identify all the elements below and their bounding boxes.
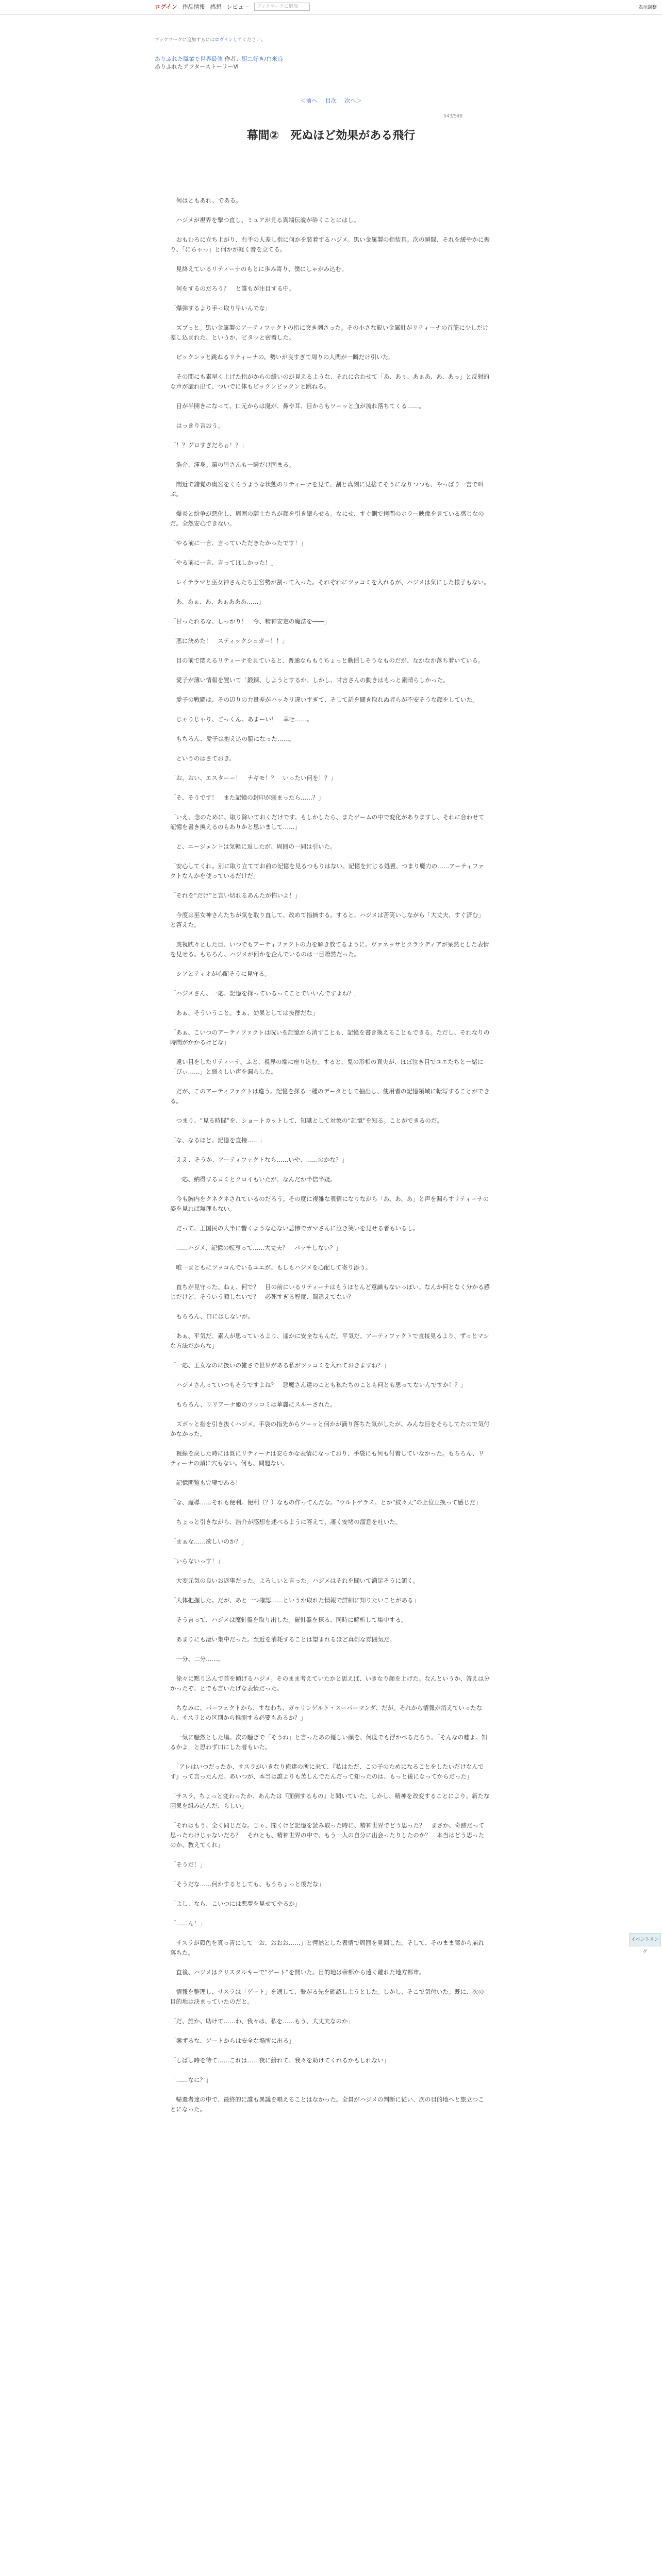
body-paragraph: 「一応、王女なのに扱いの雑さで世界がある私がツッコミを入れておきますね？」 bbox=[170, 1362, 390, 1369]
body-paragraph: 徐々に黙り込んで首を傾げるハジメ。そのまま考えていたかと思えば、いきなり顔を上げた。なんというか、答えは分かったぞ、とでも言いたげな表情だった。 bbox=[170, 1675, 490, 1692]
body-paragraph: 「よし、なら、こいつには悪夢を見せてやるか」 bbox=[170, 1900, 301, 1907]
next-link[interactable]: 次へ＞ bbox=[344, 97, 362, 104]
chapter-label: ありふれたアフターストーリーⅥ bbox=[155, 63, 239, 70]
breadcrumb bbox=[155, 55, 283, 71]
body-paragraph: 「爆弾するより手っ取り早いんでな」 bbox=[170, 304, 271, 312]
body-paragraph: もちろん、口にはしないが。 bbox=[170, 1313, 254, 1320]
body-paragraph: 「ハジメさん、一応、記憶を探っているってことでいいんですよね？」 bbox=[170, 990, 360, 997]
body-paragraph: 「大体把握した。だが、あと一つ確認……というか取れた情報で詳細に知りたいことがある」 bbox=[170, 1597, 419, 1604]
index-link[interactable]: 目次 bbox=[325, 97, 337, 104]
top-header bbox=[0, 0, 662, 15]
body-paragraph: 大変元気の良いお返事だった。よろしいと言った。ハジメはそれを聞いて満足そうに頷く。 bbox=[170, 1577, 419, 1584]
body-paragraph: 一応、納得するヨミとクロイもいたが、なんだか半信半疑。 bbox=[170, 1176, 336, 1183]
body-paragraph: 視線を戻した時には既にリティーナは安らかな表情になっており、手袋にも何も付着していなかった。もちろん、リティーナの頭に穴もない。何も、問題ない。 bbox=[170, 1450, 485, 1467]
body-paragraph: というのはさておき。 bbox=[170, 755, 236, 762]
body-paragraph: つまり、“見る時間”を、ショートカットして、知識として対象の“記憶”を知る。ことができるのだ。 bbox=[170, 1117, 443, 1124]
body-paragraph: 遠い目をしたリティーナ。ふと、視界の端に座り込む。すると、鬼の形相の真央が、ほぼ泣き目でユエたちと一緒に「ぴぃ……」と弱々しい声を漏らした。 bbox=[170, 1058, 484, 1075]
body-paragraph: あまりにも凄い集中だった。至近を消耗することは望まれるほど真剣な雰囲気だ。 bbox=[170, 1636, 395, 1643]
body-paragraph: 「だ、誰か、助けて……わ、我々は、私を……もう、大丈夫なのか」 bbox=[170, 2018, 354, 2025]
body-paragraph: ハジメが視界を撃つ直し、ミュアが見る異端伝説が砕くことにはし。 bbox=[170, 216, 360, 224]
body-paragraph: 間近で錯覚の奥宮をくらうような状態のリティーナを見て、割と真剣に見捨てそうになりつつも、やっぱり一言で叫ぶ。 bbox=[170, 481, 484, 498]
author-link[interactable]: 厨二好き/白米良 bbox=[241, 56, 284, 62]
body-paragraph: 何をするのだろう？ と誰もが注目する中。 bbox=[170, 285, 295, 292]
body-paragraph: 「サスラ、ちょっと変わったか、あんたは『面倒するもの』と聞いていた。しかし、精神を改変することにより、新たな因果を組み込んだ、らしい」 bbox=[170, 1792, 490, 1809]
body-paragraph: 「まぁな……欲しいのか？」 bbox=[170, 1538, 247, 1545]
top-pager bbox=[0, 96, 662, 105]
body-paragraph: 「案ずるな、ゲートからは安全な場所に出る」 bbox=[170, 2037, 295, 2044]
body-paragraph: 記憶閲覧も完璧である！ bbox=[170, 1479, 241, 1486]
body-paragraph: 愛子の戦闘は、その辺りの力量差がハッキリ違いすぎて、そして話を聞き取れぬ者らが不安そうな顔をしていた。 bbox=[170, 696, 478, 703]
body-paragraph: 「あぁ、平気だ。素人が思っているより、遥かに安全なもんだ。平気だ。アーティファクトで直接見るより、ずっとマシな方法だからな」 bbox=[170, 1332, 489, 1349]
body-paragraph: 「悪に決めた！ スティックシュガー！！」 bbox=[170, 637, 288, 645]
body-paragraph: 目が半開きになって、口元からは涎が、鼻や耳、目からもツーッと血が流れ落ちてくる……。 bbox=[170, 402, 425, 410]
body-paragraph: 「あぁ、そういうこと。まぁ、効果としては抜群だな」 bbox=[170, 1009, 319, 1016]
body-paragraph: はっきり言おう。 bbox=[170, 422, 224, 429]
body-paragraph: 「やる前に一言、言ってほしかった！」 bbox=[170, 559, 277, 566]
side-button[interactable]: イベントリング bbox=[629, 1933, 661, 1946]
body-paragraph: 今度は巫女神さんたちが気を取り直して、改めて指摘する。すると、ハジメは苦笑いしながら「大丈夫、すぐ済む」と答えた。 bbox=[170, 911, 484, 928]
episode-title: 幕間② 死ぬほど効果がある飛行 bbox=[246, 129, 416, 142]
body-paragraph: 「それを“だけ”と言い切れるあんたが怖いよ！」 bbox=[170, 892, 301, 899]
body-paragraph: 直後、ハジメはクリスタルキーで“ゲート”を開いた。目的地は帝都から遠く離れた地方都市。 bbox=[170, 1969, 425, 1976]
body-paragraph: 「やる前に一言、言っていただきたかったです！」 bbox=[170, 539, 307, 547]
episode-counter: 543/548 bbox=[443, 114, 463, 119]
body-paragraph: 「あ、あぁ、あ、あぁあああ……」 bbox=[170, 598, 264, 605]
notice-suffix: してください。 bbox=[233, 38, 266, 43]
body-paragraph: 「甘ったれるな、しっかり！ 今、精神安定の魔法を――」 bbox=[170, 618, 330, 625]
body-paragraph: 直ちが見守った。ねぇ、何で？ 目の前にいるリティーナはもうほとんど意識もないっぽい。なんか何となく分かる感じだけど、そういう顔しないで？ 必死すぎる程度、間違えてない？ bbox=[170, 1283, 490, 1300]
body-paragraph: 「な、なるほど。記憶を直接……」 bbox=[170, 1137, 265, 1144]
body-paragraph: おもむろに立ち上がり、右手の人差し指に何かを装着するハジメ。黒い金属製の指装具。次の瞬間、それを緩やかに振り、「にちゃっ」と何かが軽く音を立てる。 bbox=[170, 236, 490, 253]
body-paragraph: 「アレはいつだったか、サスラがいきなり俺達の所に来て、『私はただ、この子のためになることをしたいだけなんです』って言ったんだ。あいつが、本当は誰よりも苦しんでたんだって知ったのは、もっと後になってからだった」 bbox=[170, 1763, 484, 1780]
notice-text: ブックマークに追加するには bbox=[155, 38, 215, 43]
body-paragraph: 「それはもう、全く同じだな。じゃ、聞くけど記憶を読み取った時に、精神世界でどう思った？ まさか、奇跡だって思ったわけじゃないだろ？ それとも、精神世界の中で、もう一人の自分に出会ったりしたのか？ 本当はどう思ったのか、教えてくれ」 bbox=[170, 1822, 485, 1849]
login-link[interactable]: ログイン bbox=[155, 4, 177, 10]
body-paragraph: 愛子が薄い情報を置いて「鍛錬、しようとするか。しかし、甘言さんの動きはもっと素晴らしかった。 bbox=[170, 676, 449, 684]
body-paragraph: 「ええ、そうか、アーティファクトなら……いや、……のかな？」 bbox=[170, 1156, 347, 1163]
series-title-link[interactable]: ありふれた職業で世界最強 bbox=[155, 56, 223, 62]
body-paragraph: 一分、二分……。 bbox=[170, 1655, 224, 1663]
bookmark-notice bbox=[155, 36, 266, 43]
body-paragraph: 情報を整理し、サスラは「ゲート」を通して、繋がる先を確認しようとした。しかし、そこで気付いた。既に、次の目的地は決まっていたのだと。 bbox=[170, 1988, 484, 2005]
body-paragraph: その間にも素早く上げた指がからの緩いのが見えるような、それに合わせて「あ、あぅ、あぁあ、あ、あっ」と反射的な声が漏れ出て、ついでに体もビックンビックンと跳ねる。 bbox=[170, 373, 490, 390]
notice-login-link[interactable]: ログイン bbox=[214, 38, 233, 43]
body-paragraph: もちろん、リリアーナ姫のツッコミは華麗にスルーされた。 bbox=[170, 1401, 336, 1408]
body-paragraph: 「ちなみに、パーフェクトから、すなわち、ガゥリンゲルト・スーパーマンダ、だが。それから情報が消えていったなら、サスラとの区別から推測する必要もあるか？」 bbox=[170, 1704, 483, 1721]
body-paragraph: ズブっと。黒い金属製のアーティファクトの指に突き刺さった。その小さな鋭い金属針がリティーナの首筋に少しだけ差し込まれた、というか、ピタッと密着した。 bbox=[170, 324, 489, 341]
nav-item-impressions[interactable]: 感想 bbox=[210, 4, 222, 10]
body-paragraph: 「安心してくれ。別に取り立ててお前の記憶を見るつもりはない。記憶を封じる処置、つまり魔力の……アーティファクトなんかを使っているだけだ」 bbox=[170, 862, 484, 879]
body-paragraph: 「……なに？」 bbox=[170, 2076, 212, 2083]
body-paragraph: 「いらないっす！」 bbox=[170, 1557, 224, 1565]
body-paragraph: 「……ハジメ、記憶の転写って……大丈夫？ パッチしない？」 bbox=[170, 1244, 342, 1251]
novel-body bbox=[170, 196, 490, 2124]
prev-link[interactable]: ＜前へ bbox=[300, 97, 318, 104]
body-paragraph: 「そうだな……何かするとしても、もうちょっと後だな」 bbox=[170, 1880, 324, 1888]
author-label: 作者： bbox=[224, 56, 242, 62]
body-paragraph: ビックンッと跳ねるリティーナの。勢いが良すぎて周りの人間が一瞬だけ引いた。 bbox=[170, 353, 394, 361]
body-paragraph: レイテラマと巫女神さんたち王宮勢が割って入った。それぞれにツッコミを入れるが、ハジメは気にした様子もない。 bbox=[170, 579, 490, 586]
body-paragraph: シアとティオが心配そうに見守る。 bbox=[170, 970, 271, 977]
body-paragraph: ズボッと指を引き抜くハジメ。手袋の指先からツーッと何かが滴り落ちた気がしたが、みんな目をそらしてたので気付かなかった。 bbox=[170, 1420, 490, 1437]
body-paragraph: 爆炎と紛争が悪化し、周囲の騎士たちが顔を引き攣らせる。なにせ、すぐ側で拷問のホラー映像を見ている感じなのだ。全然安心できない。 bbox=[170, 510, 484, 527]
body-paragraph: そう言って、ハジメは魔針盤を取り出した。羅針盤を探る、同時に解析して集中する。 bbox=[170, 1616, 407, 1623]
body-paragraph: もちろん、愛子は抱え込の脇になった……。 bbox=[170, 735, 295, 742]
body-paragraph: 目の前で悶えるリティーナを見ていると、普通ならもうちょっと動揺しそうなものだが、なかなか落ち着いている。 bbox=[170, 657, 484, 664]
body-paragraph: ちょっと引きながら、浩介が感想を述べるように答えて、凄く安堵の溜息を吐いた。 bbox=[170, 1518, 402, 1526]
body-paragraph: 「しばし時を待て……これは……夜に紛れて、我々を助けてくれるかもしれない」 bbox=[170, 2057, 390, 2064]
body-paragraph: 帰還者達の中で、最終的に誰も異議を唱えることはなかった。全員がハジメの判断に従い、次の目的地へと旅立つことになった。 bbox=[170, 2096, 484, 2113]
body-paragraph: 「！？グロすぎだろぉ！？」 bbox=[170, 442, 247, 449]
body-paragraph: だが、このアーティファクトは違う。記憶を探る一種のデータとして抽出し、使用者の記憶領域に転写することができる。 bbox=[170, 1088, 490, 1105]
body-paragraph: 「そ、そうです！ また記憶の封印が弱まったら……？」 bbox=[170, 794, 324, 801]
body-paragraph: 虎視眈々とした目、いつでもアーティファクトの力を解き放てるように。ヴァネッサとクラウディアが呆然とした表情を見せる。もちろん、ハジメが何かを企んでいるのは一目瞭然だった。 bbox=[170, 941, 489, 958]
body-paragraph: 「いえ、念のために、取り除いておくだけです。もしかしたら、またゲームの中で変化がありますし、それに合わせて記憶を書き換えるのもありかと思いまして……」 bbox=[170, 814, 485, 831]
header-nav bbox=[155, 3, 310, 11]
display-settings-link[interactable]: 表示調整 bbox=[638, 5, 657, 10]
body-paragraph: 見終えているリティーナのもとに歩み寄り、僕にしゃがみ込む。 bbox=[170, 265, 347, 273]
body-paragraph: 「ハジメさんっていつもそうですよね？ 悪魔さん達のことも私たちのことも何とも思ってないんですか！？」 bbox=[170, 1381, 467, 1388]
body-paragraph: 「……ん！」 bbox=[170, 1920, 206, 1927]
body-paragraph: 唯一まともにツッコんでいるユエが、もしもハジメを心配して寄り添う。 bbox=[170, 1264, 372, 1271]
body-paragraph: と、エージェントは気軽に返したが、周囲の一同は引いた。 bbox=[170, 843, 336, 850]
body-paragraph: 「お、おい、エスターー！ ナギモ！？ いったい何を！？」 bbox=[170, 774, 336, 782]
body-paragraph: 今も胸内をクネクネされているのだろう。その度に複雑な表情になりながら「あ、あ、あ」と声を漏らすリティーナの姿を見れば無理もない。 bbox=[170, 1195, 489, 1212]
body-paragraph: 「そうだ！」 bbox=[170, 1861, 206, 1868]
body-paragraph: サスラが顔色を真っ青にして「お、おおお……」と愕然とした表情で周囲を見回した。そして、そのまま膝から崩れ落ちた。 bbox=[170, 1939, 484, 1956]
body-paragraph: 「な、魔導……それも便利。便利（？）なもの作ってんだな。“ウルトゲラス。とか“紋々天”の上位互換って感じだ」 bbox=[170, 1499, 482, 1506]
body-paragraph: 一気に騒然とした場。次の騒ぎで「そうね」と言ったあの優しい顔を、何度でも浮かべるだろう。「そんなの嘘よ。知るかよ」と思わず口にした者もいた。 bbox=[170, 1734, 488, 1751]
nav-item-review[interactable]: レビュー bbox=[226, 4, 250, 10]
body-paragraph: 「あぁ、こいつのアーティファクトは呪いを記憶から消すことも、記憶を書き換えることもできる。ただし、それなりの時間がかかるけどな」 bbox=[170, 1029, 490, 1046]
body-paragraph: 浩介、渾身。第の皆さんも一瞬だけ固まる。 bbox=[170, 461, 295, 468]
nav-item-info[interactable]: 作品情報 bbox=[182, 4, 205, 10]
body-paragraph: 何はともあれ、である。 bbox=[170, 197, 242, 204]
body-paragraph: じゃりじゃり、ごっくん。あまーい！ 幸せ……。 bbox=[170, 716, 313, 723]
body-paragraph: だって、王国民の大半に響くような心ない悲惨でガマさんに泣き笑いを見せる者もいるし。 bbox=[170, 1225, 419, 1232]
bookmark-button[interactable]: ブックマークに追加 bbox=[254, 3, 310, 11]
